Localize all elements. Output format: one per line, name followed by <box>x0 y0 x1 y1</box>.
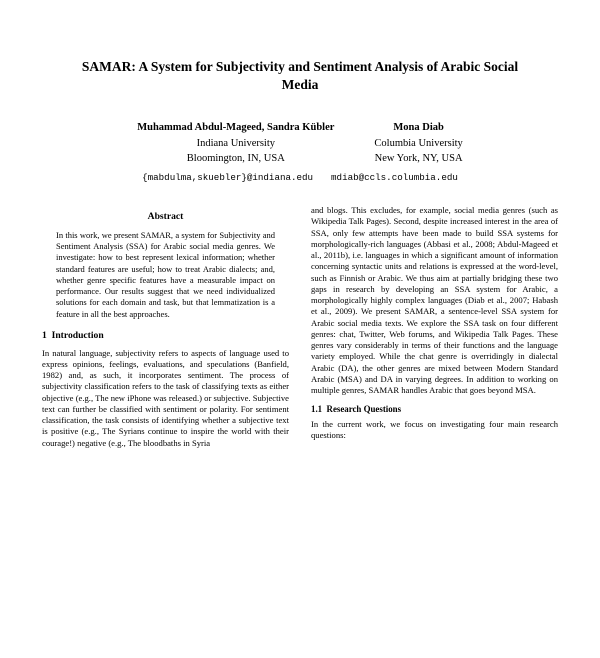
author-list <box>52 120 548 166</box>
author-affiliation: Columbia University <box>374 137 463 149</box>
subsection-paragraph: In the current work, we focus on investigating four main research questions: <box>311 419 558 441</box>
section-title: Introduction <box>51 330 104 342</box>
right-column <box>311 205 558 453</box>
section-heading-introduction <box>42 330 289 343</box>
subsection-number: 1.1 <box>311 404 323 415</box>
abstract-body <box>56 230 275 320</box>
page-title: SAMAR: A System for Subjectivity and Sentiment Analysis of Arabic Social Media <box>81 59 519 93</box>
abstract-paragraph: In this work, we present SAMAR, a system for Subjectivity and Sentiment Analysis (SSA) for Arabic social media genres. We investigate: how to best represent lexical information; whether standard features are useful; how to treat Arabic dialects; and, whether genre specific features have a measurable impact on performance. Our results suggest that we need individualized solutions for each domain and task, but that lemmatization is a feature in all the best approaches. <box>56 229 275 319</box>
author-location: Bloomington, IN, USA <box>186 152 285 164</box>
subsection-title: Research Questions <box>326 404 402 415</box>
author-emails <box>0 172 600 183</box>
author-names: Muhammad Abdul-Mageed, Sandra Kübler <box>137 122 335 134</box>
author-block <box>374 120 462 166</box>
author-email: mdiab@ccls.columbia.edu <box>331 172 458 184</box>
abstract-heading: Abstract <box>147 211 184 223</box>
subsection-heading-research-questions <box>311 404 558 416</box>
section-paragraph: and blogs. This excludes, for example, social media genres (such as Wikipedia Talk Pages). Second, despite increased interest in the area of SSA, only few attempts have been made to build SSA systems for morphologically-rich languages (Abbasi et al., 2008; Abdul-Mageed et al., 2011b), i.e. languages in which a significant amount of information concerning syntactic units and relations is expressed at the word-level, such as Finnish or Arabic. We thus aim at partially bridging these two gaps in research by developing an SSA system for Arabic, a morphologically highly complex languages (Diab et al., 2007; Habash et al., 2009). We present SAMAR, a sentence-level SSA system for Arabic social media texts. We explore the SSA task on four different genres: chat, Twitter, Web forums, and Wikipedia Talk Pages. These genres vary considerably in terms of their functions and the language variety employed. While the chat genre is overridingly in dialectal Arabic (DA), the other genres are mixed between Modern Standard Arabic (MSA) and DA in varying degrees. In addition to working on multiple genres, SAMAR handles Arabic that goes beyond MSA. <box>311 205 558 396</box>
body-columns <box>42 205 558 453</box>
author-names: Mona Diab <box>393 122 444 134</box>
paper-page <box>0 58 600 658</box>
section-number: 1 <box>42 330 47 342</box>
author-affiliation: Indiana University <box>196 137 276 149</box>
left-column <box>42 205 289 453</box>
author-email: {mabdulma,skuebler}@indiana.edu <box>142 172 314 184</box>
section-paragraph: In natural language, subjectivity refers to aspects of language used to express opinions, feelings, evaluations, and speculations (Banfield, 1982) and, as such, it incorporates sentiment. The process of subjectivity classification refers to the task of classifying texts as either objective (e.g., The new iPhone was released.) or subjective. Subjective text can further be classified with sentiment or polarity. For sentiment classification, the task consists of identifying whether a subjective text is positive (e.g., The Syrians continue to inspire the world with their courage!) negative (e.g., The bloodbaths in Syria <box>42 347 289 448</box>
author-block <box>137 120 334 166</box>
author-location: New York, NY, USA <box>374 152 463 164</box>
